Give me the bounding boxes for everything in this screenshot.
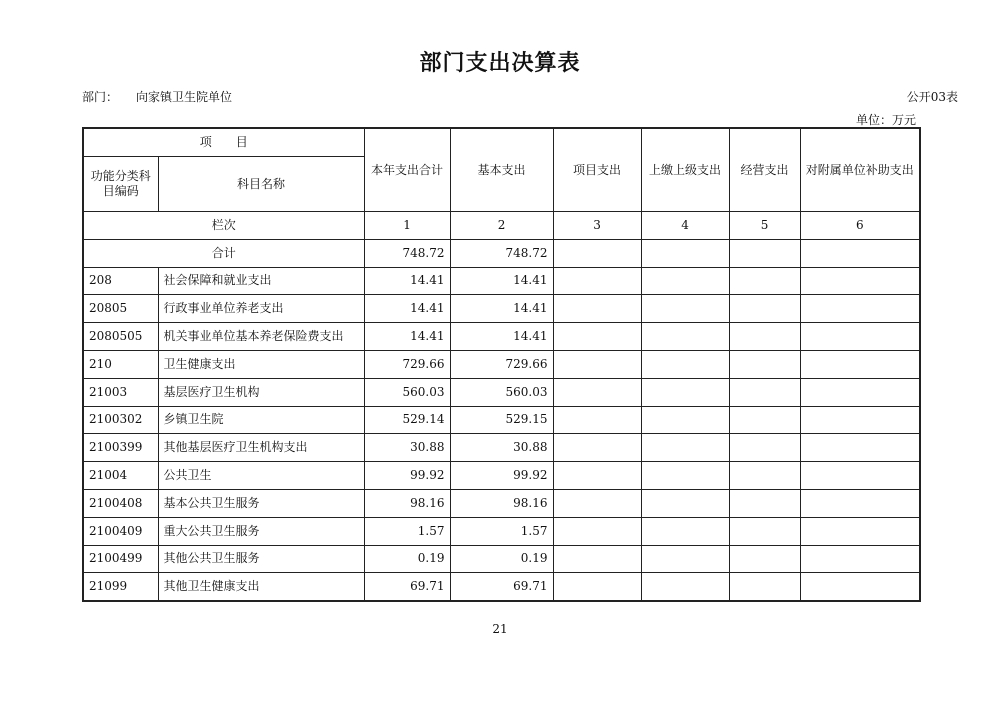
row-operating xyxy=(729,295,800,323)
total-sum: 748.72 xyxy=(364,239,450,267)
row-project xyxy=(553,406,641,434)
row-total: 729.66 xyxy=(364,350,450,378)
row-total: 14.41 xyxy=(364,267,450,295)
row-subsidy xyxy=(800,489,920,517)
row-project xyxy=(553,378,641,406)
row-total: 30.88 xyxy=(364,434,450,462)
column-index-label: 栏次 xyxy=(83,212,364,240)
department-label: 部门： xyxy=(82,90,119,104)
row-subsidy xyxy=(800,295,920,323)
row-project xyxy=(553,267,641,295)
row-name: 乡镇卫生院 xyxy=(158,406,364,434)
row-name: 重大公共卫生服务 xyxy=(158,517,364,545)
row-upper xyxy=(641,267,729,295)
department-line xyxy=(82,88,232,105)
row-project xyxy=(553,545,641,573)
table-row xyxy=(83,350,920,378)
table-row xyxy=(83,545,920,573)
table-row xyxy=(83,378,920,406)
row-upper xyxy=(641,517,729,545)
row-project xyxy=(553,434,641,462)
row-code: 2100302 xyxy=(83,406,158,434)
header-func-code: 功能分类科目编码 xyxy=(83,157,158,212)
expenditure-table xyxy=(82,127,921,602)
row-basic: 98.16 xyxy=(450,489,553,517)
row-subsidy xyxy=(800,323,920,351)
form-code: 公开03表 xyxy=(906,90,958,104)
row-upper xyxy=(641,378,729,406)
page-number: 21 xyxy=(492,622,508,636)
row-total: 98.16 xyxy=(364,489,450,517)
row-name: 机关事业单位基本养老保险费支出 xyxy=(158,323,364,351)
column-index-6: 6 xyxy=(800,212,920,240)
row-operating xyxy=(729,267,800,295)
row-basic: 14.41 xyxy=(450,323,553,351)
row-code: 2100408 xyxy=(83,489,158,517)
header-item: 项 目 xyxy=(83,128,364,157)
row-project xyxy=(553,517,641,545)
row-basic: 99.92 xyxy=(450,462,553,490)
row-upper xyxy=(641,406,729,434)
row-total: 69.71 xyxy=(364,573,450,601)
total-row xyxy=(83,239,920,267)
table-row xyxy=(83,295,920,323)
row-total: 0.19 xyxy=(364,545,450,573)
column-index-row xyxy=(83,212,920,240)
row-subsidy xyxy=(800,406,920,434)
row-upper xyxy=(641,295,729,323)
column-index-2: 2 xyxy=(450,212,553,240)
header-subsidy: 对附属单位补助支出 xyxy=(800,128,920,212)
row-operating xyxy=(729,350,800,378)
row-subsidy xyxy=(800,517,920,545)
column-index-4: 4 xyxy=(641,212,729,240)
row-operating xyxy=(729,323,800,351)
page-title: 部门支出决算表 xyxy=(419,51,581,76)
row-basic: 0.19 xyxy=(450,545,553,573)
row-subsidy xyxy=(800,350,920,378)
row-upper xyxy=(641,462,729,490)
total-basic: 748.72 xyxy=(450,239,553,267)
row-upper xyxy=(641,434,729,462)
row-basic: 30.88 xyxy=(450,434,553,462)
row-name: 公共卫生 xyxy=(158,462,364,490)
row-operating xyxy=(729,517,800,545)
row-upper xyxy=(641,323,729,351)
row-code: 21003 xyxy=(83,378,158,406)
row-name: 其他基层医疗卫生机构支出 xyxy=(158,434,364,462)
row-code: 210 xyxy=(83,350,158,378)
row-code: 2100499 xyxy=(83,545,158,573)
row-name: 其他卫生健康支出 xyxy=(158,573,364,601)
row-project xyxy=(553,350,641,378)
total-label: 合计 xyxy=(83,239,364,267)
table-row xyxy=(83,573,920,601)
row-project xyxy=(553,295,641,323)
row-project xyxy=(553,462,641,490)
row-name: 社会保障和就业支出 xyxy=(158,267,364,295)
row-operating xyxy=(729,406,800,434)
row-code: 2080505 xyxy=(83,323,158,351)
row-operating xyxy=(729,462,800,490)
column-index-1: 1 xyxy=(364,212,450,240)
table-row xyxy=(83,267,920,295)
header-basic: 基本支出 xyxy=(450,128,553,212)
row-total: 14.41 xyxy=(364,323,450,351)
row-name: 基本公共卫生服务 xyxy=(158,489,364,517)
row-basic: 729.66 xyxy=(450,350,553,378)
row-basic: 69.71 xyxy=(450,573,553,601)
column-index-3: 3 xyxy=(553,212,641,240)
row-subsidy xyxy=(800,434,920,462)
row-code: 21099 xyxy=(83,573,158,601)
row-code: 208 xyxy=(83,267,158,295)
table-row xyxy=(83,462,920,490)
department-name: 向家镇卫生院单位 xyxy=(136,90,233,104)
unit-label: 单位：万元 xyxy=(855,113,916,127)
row-basic: 529.15 xyxy=(450,406,553,434)
row-total: 99.92 xyxy=(364,462,450,490)
row-project xyxy=(553,573,641,601)
row-code: 2100399 xyxy=(83,434,158,462)
header-subject-name: 科目名称 xyxy=(158,157,364,212)
row-operating xyxy=(729,573,800,601)
header-operating: 经营支出 xyxy=(729,128,800,212)
column-index-5: 5 xyxy=(729,212,800,240)
row-upper xyxy=(641,573,729,601)
header-upper: 上缴上级支出 xyxy=(641,128,729,212)
table-row xyxy=(83,406,920,434)
row-project xyxy=(553,323,641,351)
row-name: 行政事业单位养老支出 xyxy=(158,295,364,323)
header-project: 项目支出 xyxy=(553,128,641,212)
row-code: 20805 xyxy=(83,295,158,323)
row-upper xyxy=(641,350,729,378)
row-basic: 14.41 xyxy=(450,267,553,295)
row-total: 14.41 xyxy=(364,295,450,323)
row-name: 其他公共卫生服务 xyxy=(158,545,364,573)
table-row xyxy=(83,517,920,545)
row-total: 529.14 xyxy=(364,406,450,434)
row-basic: 1.57 xyxy=(450,517,553,545)
row-subsidy xyxy=(800,462,920,490)
row-name: 基层医疗卫生机构 xyxy=(158,378,364,406)
row-upper xyxy=(641,489,729,517)
row-operating xyxy=(729,545,800,573)
row-total: 560.03 xyxy=(364,378,450,406)
row-basic: 560.03 xyxy=(450,378,553,406)
table-row xyxy=(83,434,920,462)
row-name: 卫生健康支出 xyxy=(158,350,364,378)
row-subsidy xyxy=(800,573,920,601)
row-project xyxy=(553,489,641,517)
row-upper xyxy=(641,545,729,573)
row-operating xyxy=(729,434,800,462)
row-subsidy xyxy=(800,545,920,573)
table-row xyxy=(83,489,920,517)
row-total: 1.57 xyxy=(364,517,450,545)
row-code: 2100409 xyxy=(83,517,158,545)
row-basic: 14.41 xyxy=(450,295,553,323)
header-total: 本年支出合计 xyxy=(364,128,450,212)
row-subsidy xyxy=(800,267,920,295)
row-operating xyxy=(729,378,800,406)
row-code: 21004 xyxy=(83,462,158,490)
row-subsidy xyxy=(800,378,920,406)
row-operating xyxy=(729,489,800,517)
table-row xyxy=(83,323,920,351)
